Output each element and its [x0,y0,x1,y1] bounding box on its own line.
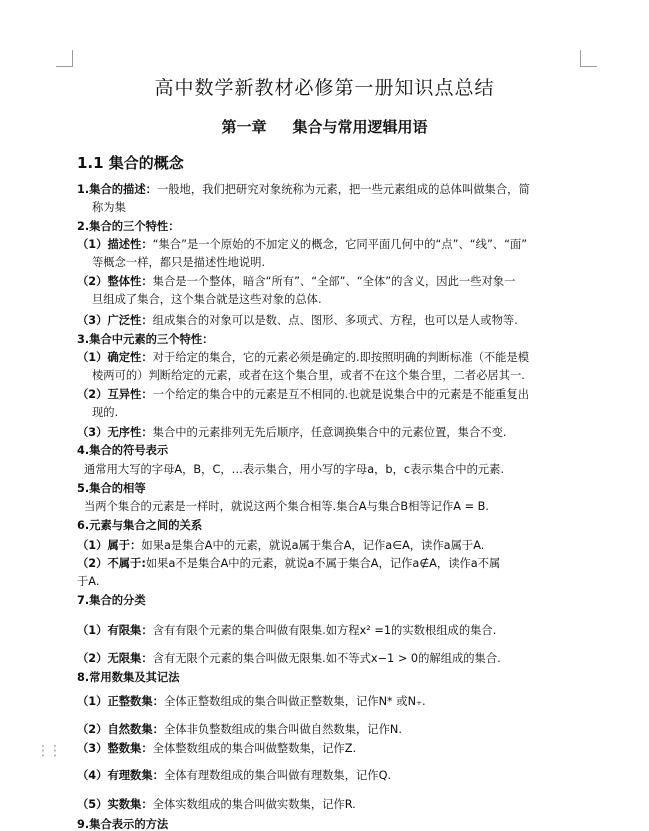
line-text: 全体正整数组成的集合叫做正整数集，记作N* 或N₊. [163,695,426,708]
line-heading: （1）有限集： [77,624,153,637]
line-text: 全体整数组成的集合叫做整数集，记作Z. [152,742,357,755]
crop-mark-top-left [56,50,73,67]
text-line [77,331,579,349]
line-text: 旦组成了集合，这个集合就是这些对象的总体. [92,293,322,306]
line-text: 等概念一样，都只是描述性地说明. [92,256,266,269]
line-text: 含有无限个元素的集合叫做无限集.如不等式x−1 > 0的解组成的集合. [152,652,501,665]
text-line [77,537,579,555]
line-heading: （1）确定性： [77,351,153,364]
line-heading: （2）无限集： [77,652,153,665]
text-line [77,218,579,236]
line-heading: （5）实数集： [77,798,153,811]
line-text: 当两个集合的元素是一样时，就说这两个集合相等.集合A与集合B相等记作A = B. [84,500,489,513]
drag-handle-icon[interactable]: ⋮⋮ [36,743,60,759]
text-line [77,386,579,404]
line-text: 集合中的元素排列无先后顺序，任意调换集合中的元素位置，集合不变. [152,426,507,439]
text-line [77,592,579,610]
chapter-number: 第一章 [221,118,267,136]
line-text: “集合”是一个原始的不加定义的概念，它同平面几何中的“点”、“线”、“面” [152,238,528,251]
text-line [77,480,579,498]
line-heading: （3）广泛性： [77,314,153,327]
text-line [84,461,579,479]
text-line [77,349,579,367]
text-line [77,517,579,535]
text-line [92,404,579,422]
line-heading: （1）正整数集： [77,695,164,708]
line-heading: （3）整数集： [77,742,153,755]
line-heading: （1）属于： [77,539,142,552]
line-heading: （4）有理数集： [77,769,164,782]
text-line [77,555,579,573]
chapter-name: 集合与常用逻辑用语 [292,118,428,136]
line-text: 全体有理数组成的集合叫做有理数集，记作Q. [163,769,392,782]
line-text: 棱两可的）判断给定的元素，或者在这个集合里，或者不在这个集合里，二者必居其一. [92,369,525,382]
text-line [77,573,579,591]
text-line [77,816,579,831]
text-line [84,498,579,516]
text-line [77,669,579,687]
line-heading: （3）无序性： [77,426,153,439]
text-line [77,181,579,199]
line-heading: 3.集合中元素的三个特性： [77,333,214,346]
line-text: 全体非负整数组成的集合叫做自然数集，记作N. [163,723,402,736]
line-heading: 5.集合的相等 [77,482,146,495]
text-line [77,693,579,711]
text-line [77,740,579,758]
text-line [92,291,579,309]
text-line [77,796,579,814]
line-heading: （2）互异性： [77,388,153,401]
line-text: 集合是一个整体，暗含“所有”、“全部”、“全体”的含义，因此一些对象一 [152,275,516,288]
line-text: 称为集 [92,201,126,214]
line-heading: 4.集合的符号表示 [77,444,169,457]
line-text: 一般地，我们把研究对象统称为元素，把一些元素组成的总体叫做集合，简 [156,183,530,196]
line-text: 通常用大写的字母A，B，C，…表示集合，用小写的字母a，b，c表示集合中的元素. [84,463,505,476]
line-heading: 9.集合表示的方法 [77,818,169,831]
line-text: 于A. [77,575,100,588]
line-heading: 6.元素与集合之间的关系 [77,519,203,532]
text-line [92,254,579,272]
line-heading: 1.集合的描述： [77,183,157,196]
line-text: 现的. [92,406,119,419]
line-heading: 8.常用数集及其记法 [77,671,180,684]
text-line [77,767,579,785]
line-heading: 7.集合的分类 [77,594,146,607]
line-text: 如果a是集合A中的元素，就说a属于集合A，记作a∈A，读作a属于A. [141,539,485,552]
text-line [77,650,579,668]
text-line [92,367,579,385]
text-line [77,721,579,739]
document-title: 高中数学新教材必修第一册知识点总结 [154,77,495,99]
line-text: 组成集合的对象可以是数、点、图形、多项式、方程，也可以是人或物等. [152,314,518,327]
line-text: 如果a不是集合A中的元素，就说a不属于集合A，记作a∉A，读作a不属 [145,557,501,570]
chapter-heading [0,116,649,137]
line-text: 含有有限个元素的集合叫做有限集.如方程x² =1的实数根组成的集合. [152,624,497,637]
crop-mark-top-right [580,50,597,67]
text-line [77,424,579,442]
section-heading: 1.1 集合的概念 [77,154,184,172]
text-line [77,442,579,460]
text-line [77,236,579,254]
line-heading: （2）整体性： [77,275,153,288]
line-text: 全体实数组成的集合叫做实数集，记作R. [152,798,356,811]
line-heading: （2）自然数集： [77,723,164,736]
line-text: 一个给定的集合中的元素是互不相同的.也就是说集合中的元素是不能重复出 [152,388,530,401]
text-line [77,312,579,330]
text-line [92,199,579,217]
line-heading: 2.集合的三个特性： [77,220,180,233]
text-line [77,273,579,291]
text-line [77,622,579,640]
line-heading: （2）不属于: [77,557,146,570]
line-heading: （1）描述性： [77,238,153,251]
line-text: 对于给定的集合，它的元素必须是确定的.即按照明确的判断标准（不能是模 [152,351,530,364]
